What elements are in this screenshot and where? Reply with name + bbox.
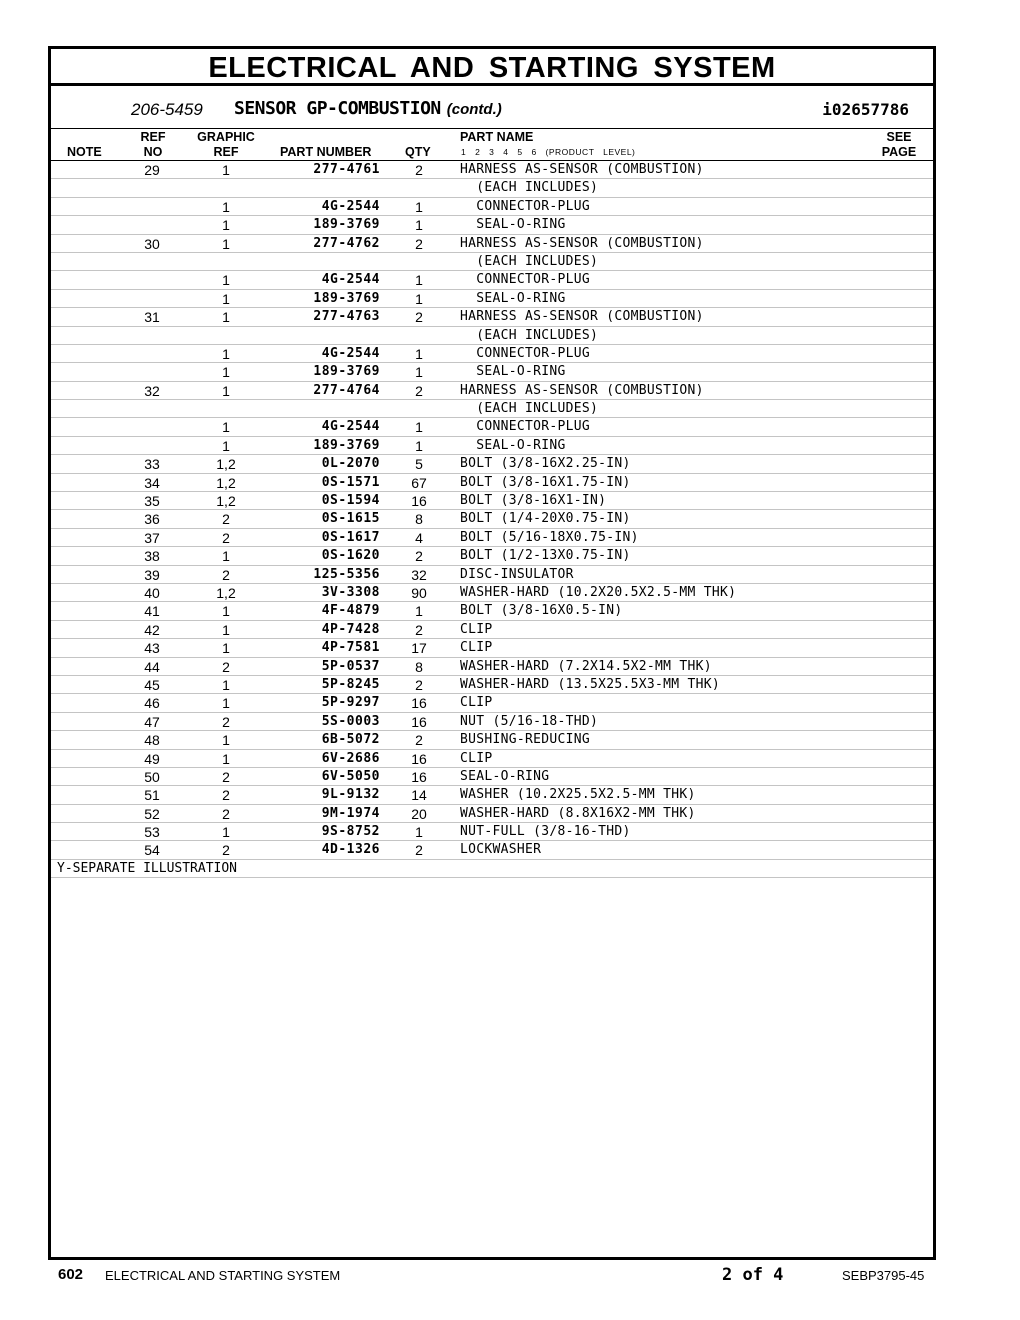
graphic-ref: 1 — [222, 621, 230, 638]
qty: 17 — [411, 640, 427, 657]
graphic-ref: 1 — [222, 272, 230, 289]
table-row — [51, 621, 933, 639]
part-name: WASHER-HARD (10.2X20.5X2.5-MM THK) — [460, 584, 737, 600]
ref-no: 38 — [144, 548, 160, 565]
part-name: WASHER-HARD (13.5X25.5X3-MM THK) — [460, 676, 721, 692]
table-row — [51, 161, 933, 179]
part-name: CLIP — [460, 695, 493, 711]
table-row — [51, 492, 933, 510]
qty: 14 — [411, 787, 427, 804]
part-name: CLIP — [460, 621, 493, 637]
ref-no: 42 — [144, 621, 160, 638]
qty: 2 — [415, 235, 423, 252]
qty: 2 — [415, 676, 423, 693]
column-header — [51, 129, 933, 161]
col-graphic-top: GRAPHIC — [197, 130, 255, 144]
part-number: 5S-0003 — [321, 713, 380, 729]
table-row — [51, 676, 933, 694]
part-number: 0S-1571 — [321, 474, 380, 490]
qty: 2 — [415, 621, 423, 638]
part-name: BOLT (1/2-13X0.75-IN) — [460, 548, 631, 564]
table-row — [51, 731, 933, 749]
graphic-ref: 2 — [222, 713, 230, 730]
table-row — [51, 694, 933, 712]
table-row — [51, 363, 933, 381]
qty: 16 — [411, 695, 427, 712]
part-name: SEAL-O-RING — [460, 364, 566, 380]
graphic-ref: 1 — [222, 695, 230, 712]
ref-no: 54 — [144, 842, 160, 859]
part-number: 189-3769 — [313, 290, 380, 306]
part-number: 4G-2544 — [321, 419, 380, 435]
qty: 1 — [415, 824, 423, 841]
part-name: (EACH INCLUDES) — [460, 401, 599, 417]
table-row — [51, 841, 933, 859]
graphic-ref: 2 — [222, 529, 230, 546]
qty: 20 — [411, 805, 427, 822]
graphic-ref: 2 — [222, 805, 230, 822]
qty: 1 — [415, 290, 423, 307]
part-number: 277-4763 — [313, 309, 380, 325]
graphic-ref: 2 — [222, 768, 230, 785]
part-name: LOCKWASHER — [460, 842, 542, 858]
col-see-top: SEE — [886, 130, 912, 144]
contd-label: (contd.) — [446, 101, 502, 118]
part-number: 9S-8752 — [321, 824, 380, 840]
qty: 32 — [411, 566, 427, 583]
qty: 1 — [415, 198, 423, 215]
col-part-number: PART NUMBER — [280, 145, 372, 159]
graphic-ref: 2 — [222, 842, 230, 859]
qty: 2 — [415, 162, 423, 178]
table-row — [51, 400, 933, 418]
page-title: ELECTRICAL AND STARTING SYSTEM — [51, 49, 933, 86]
qty: 16 — [411, 750, 427, 767]
table-row — [51, 768, 933, 786]
part-name: CONNECTOR-PLUG — [460, 272, 591, 288]
table-row — [51, 602, 933, 620]
table-row — [51, 658, 933, 676]
illustration-id: i02657786 — [822, 100, 909, 119]
table-row — [51, 584, 933, 602]
part-name: NUT-FULL (3/8-16-THD) — [460, 824, 631, 840]
ref-no: 45 — [144, 676, 160, 693]
part-name: WASHER-HARD (7.2X14.5X2-MM THK) — [460, 658, 712, 674]
part-name: NUT (5/16-18-THD) — [460, 713, 599, 729]
table-row — [51, 253, 933, 271]
doc-id: SEBP3795-45 — [842, 1268, 925, 1283]
ref-no: 29 — [144, 162, 160, 178]
part-name: CONNECTOR-PLUG — [460, 419, 591, 435]
ref-no: 50 — [144, 768, 160, 785]
col-part-name: PART NAME — [460, 130, 534, 144]
col-see-bottom: PAGE — [881, 145, 917, 159]
graphic-ref: 1 — [222, 162, 230, 178]
table-row — [51, 308, 933, 326]
part-number: 5P-9297 — [321, 695, 380, 711]
part-number: 4P-7581 — [321, 640, 380, 656]
table-row — [51, 345, 933, 363]
part-name: WASHER-HARD (8.8X16X2-MM THK) — [460, 805, 696, 821]
ref-no: 36 — [144, 511, 160, 528]
part-number: 277-4764 — [313, 382, 380, 398]
qty: 1 — [415, 437, 423, 454]
table-row — [51, 805, 933, 823]
col-graphic-bottom: REF — [213, 145, 239, 159]
part-number: 5P-0537 — [321, 658, 380, 674]
table-row — [51, 216, 933, 234]
part-number: 4D-1326 — [321, 842, 380, 858]
part-number: 0S-1617 — [321, 529, 380, 545]
graphic-ref: 1 — [222, 548, 230, 565]
part-number: 4P-7428 — [321, 621, 380, 637]
ref-no: 51 — [144, 787, 160, 804]
sheet-indicator: 2 of 4 — [722, 1265, 784, 1285]
qty: 16 — [411, 713, 427, 730]
group-name: SENSOR GP-COMBUSTION — [234, 98, 441, 119]
part-number: 4G-2544 — [321, 272, 380, 288]
col-ref-bottom: NO — [143, 145, 163, 159]
part-number: 189-3769 — [313, 437, 380, 453]
part-name: WASHER (10.2X25.5X2.5-MM THK) — [460, 787, 696, 803]
graphic-ref: 1 — [222, 364, 230, 381]
part-name: SEAL-O-RING — [460, 290, 566, 306]
qty: 2 — [415, 309, 423, 326]
ref-no: 49 — [144, 750, 160, 767]
graphic-ref: 1,2 — [216, 493, 236, 510]
ref-no: 39 — [144, 566, 160, 583]
ref-no: 34 — [144, 474, 160, 491]
part-number: 4G-2544 — [321, 198, 380, 214]
part-name: HARNESS AS-SENSOR (COMBUSTION) — [460, 309, 704, 325]
qty: 1 — [415, 345, 423, 362]
table-row — [51, 179, 933, 197]
part-name: HARNESS AS-SENSOR (COMBUSTION) — [460, 235, 704, 251]
part-name: DISC-INSULATOR — [460, 566, 574, 582]
graphic-ref: 1 — [222, 676, 230, 693]
ref-no: 40 — [144, 584, 160, 601]
part-number: 5P-8245 — [321, 676, 380, 692]
table-row — [51, 639, 933, 657]
part-name: HARNESS AS-SENSOR (COMBUSTION) — [460, 382, 704, 398]
ref-no: 48 — [144, 732, 160, 749]
table-row — [51, 198, 933, 216]
graphic-ref: 1 — [222, 824, 230, 841]
ref-no: 41 — [144, 603, 160, 620]
graphic-ref: 2 — [222, 787, 230, 804]
part-number: 125-5356 — [313, 566, 380, 582]
part-number: 0S-1615 — [321, 511, 380, 527]
part-name: SEAL-O-RING — [460, 217, 566, 233]
footnote: Y-SEPARATE ILLUSTRATION — [57, 860, 238, 876]
part-number: 9L-9132 — [321, 787, 380, 803]
part-name: BOLT (3/8-16X0.5-IN) — [460, 603, 623, 619]
qty: 2 — [415, 382, 423, 399]
graphic-ref: 2 — [222, 658, 230, 675]
qty: 1 — [415, 217, 423, 234]
table-row — [51, 713, 933, 731]
qty: 2 — [415, 842, 423, 859]
qty: 4 — [415, 529, 423, 546]
ref-no: 46 — [144, 695, 160, 712]
part-name: (EACH INCLUDES) — [460, 253, 599, 269]
part-name: CLIP — [460, 750, 493, 766]
table-row — [51, 750, 933, 768]
part-name: CLIP — [460, 640, 493, 656]
group-number: 206-5459 — [131, 100, 203, 119]
qty: 16 — [411, 768, 427, 785]
part-name: HARNESS AS-SENSOR (COMBUSTION) — [460, 162, 704, 177]
graphic-ref: 1 — [222, 437, 230, 454]
graphic-ref: 1 — [222, 640, 230, 657]
part-number: 277-4762 — [313, 235, 380, 251]
graphic-ref: 1 — [222, 235, 230, 252]
qty: 1 — [415, 419, 423, 436]
part-number: 4F-4879 — [321, 603, 380, 619]
table-row — [51, 474, 933, 492]
table-row — [51, 271, 933, 289]
parts-table — [51, 161, 933, 878]
graphic-ref: 1 — [222, 732, 230, 749]
qty: 67 — [411, 474, 427, 491]
part-number: 9M-1974 — [321, 805, 380, 821]
qty: 1 — [415, 603, 423, 620]
table-row — [51, 786, 933, 804]
table-row — [51, 566, 933, 584]
ref-no: 31 — [144, 309, 160, 326]
ref-no: 47 — [144, 713, 160, 730]
col-qty: QTY — [405, 145, 431, 159]
qty: 90 — [411, 584, 427, 601]
part-name: CONNECTOR-PLUG — [460, 198, 591, 214]
ref-no: 52 — [144, 805, 160, 822]
part-number: 189-3769 — [313, 217, 380, 233]
table-row — [51, 437, 933, 455]
col-note: NOTE — [67, 145, 102, 159]
part-name: CONNECTOR-PLUG — [460, 345, 591, 361]
graphic-ref: 1 — [222, 198, 230, 215]
group-header — [51, 86, 933, 129]
part-name: BOLT (3/8-16X1.75-IN) — [460, 474, 631, 490]
table-row — [51, 510, 933, 528]
part-number: 0L-2070 — [321, 456, 380, 472]
part-name: BOLT (1/4-20X0.75-IN) — [460, 511, 631, 527]
table-row — [51, 529, 933, 547]
footnote-row — [51, 860, 933, 878]
part-name: SEAL-O-RING — [460, 768, 550, 784]
qty: 2 — [415, 548, 423, 565]
qty: 5 — [415, 456, 423, 473]
ref-no: 37 — [144, 529, 160, 546]
qty: 16 — [411, 493, 427, 510]
part-number: 0S-1620 — [321, 548, 380, 564]
part-name: SEAL-O-RING — [460, 437, 566, 453]
page-number: 602 — [58, 1266, 84, 1283]
graphic-ref: 2 — [222, 511, 230, 528]
part-name: (EACH INCLUDES) — [460, 327, 599, 343]
table-row — [51, 823, 933, 841]
graphic-ref: 1 — [222, 382, 230, 399]
part-number: 6V-2686 — [321, 750, 380, 766]
part-name: BOLT (3/8-16X2.25-IN) — [460, 456, 631, 472]
part-number: 277-4761 — [313, 162, 380, 177]
graphic-ref: 2 — [222, 566, 230, 583]
graphic-ref: 1 — [222, 750, 230, 767]
ref-no: 43 — [144, 640, 160, 657]
part-name: (EACH INCLUDES) — [460, 180, 599, 196]
part-number: 3V-3308 — [321, 584, 380, 600]
graphic-ref: 1,2 — [216, 456, 236, 473]
table-row — [51, 290, 933, 308]
table-row — [51, 455, 933, 473]
qty: 1 — [415, 272, 423, 289]
qty: 8 — [415, 658, 423, 675]
ref-no: 44 — [144, 658, 160, 675]
part-name: BOLT (3/8-16X1-IN) — [460, 493, 607, 509]
graphic-ref: 1 — [222, 419, 230, 436]
graphic-ref: 1 — [222, 217, 230, 234]
part-number: 0S-1594 — [321, 493, 380, 509]
table-row — [51, 382, 933, 400]
table-row — [51, 235, 933, 253]
table-row — [51, 418, 933, 436]
col-ref-top: REF — [140, 130, 166, 144]
ref-no: 33 — [144, 456, 160, 473]
page-frame — [48, 46, 936, 1260]
footer-section: ELECTRICAL AND STARTING SYSTEM — [105, 1268, 341, 1283]
page-footer — [0, 1266, 1020, 1286]
graphic-ref: 1 — [222, 309, 230, 326]
part-name: BUSHING-REDUCING — [460, 732, 591, 748]
graphic-ref: 1 — [222, 290, 230, 307]
qty: 1 — [415, 364, 423, 381]
ref-no: 53 — [144, 824, 160, 841]
ref-no: 35 — [144, 493, 160, 510]
col-product-level: 1 2 3 4 5 6 (PRODUCT LEVEL) — [461, 147, 636, 157]
ref-no: 30 — [144, 235, 160, 252]
part-number: 189-3769 — [313, 364, 380, 380]
graphic-ref: 1 — [222, 345, 230, 362]
part-name: BOLT (5/16-18X0.75-IN) — [460, 529, 639, 545]
part-number: 6B-5072 — [321, 732, 380, 748]
graphic-ref: 1 — [222, 603, 230, 620]
qty: 8 — [415, 511, 423, 528]
table-row — [51, 547, 933, 565]
group-name-wrap — [234, 98, 502, 119]
part-number: 4G-2544 — [321, 345, 380, 361]
qty: 2 — [415, 732, 423, 749]
ref-no: 32 — [144, 382, 160, 399]
table-row — [51, 327, 933, 345]
graphic-ref: 1,2 — [216, 474, 236, 491]
graphic-ref: 1,2 — [216, 584, 236, 601]
part-number: 6V-5050 — [321, 768, 380, 784]
